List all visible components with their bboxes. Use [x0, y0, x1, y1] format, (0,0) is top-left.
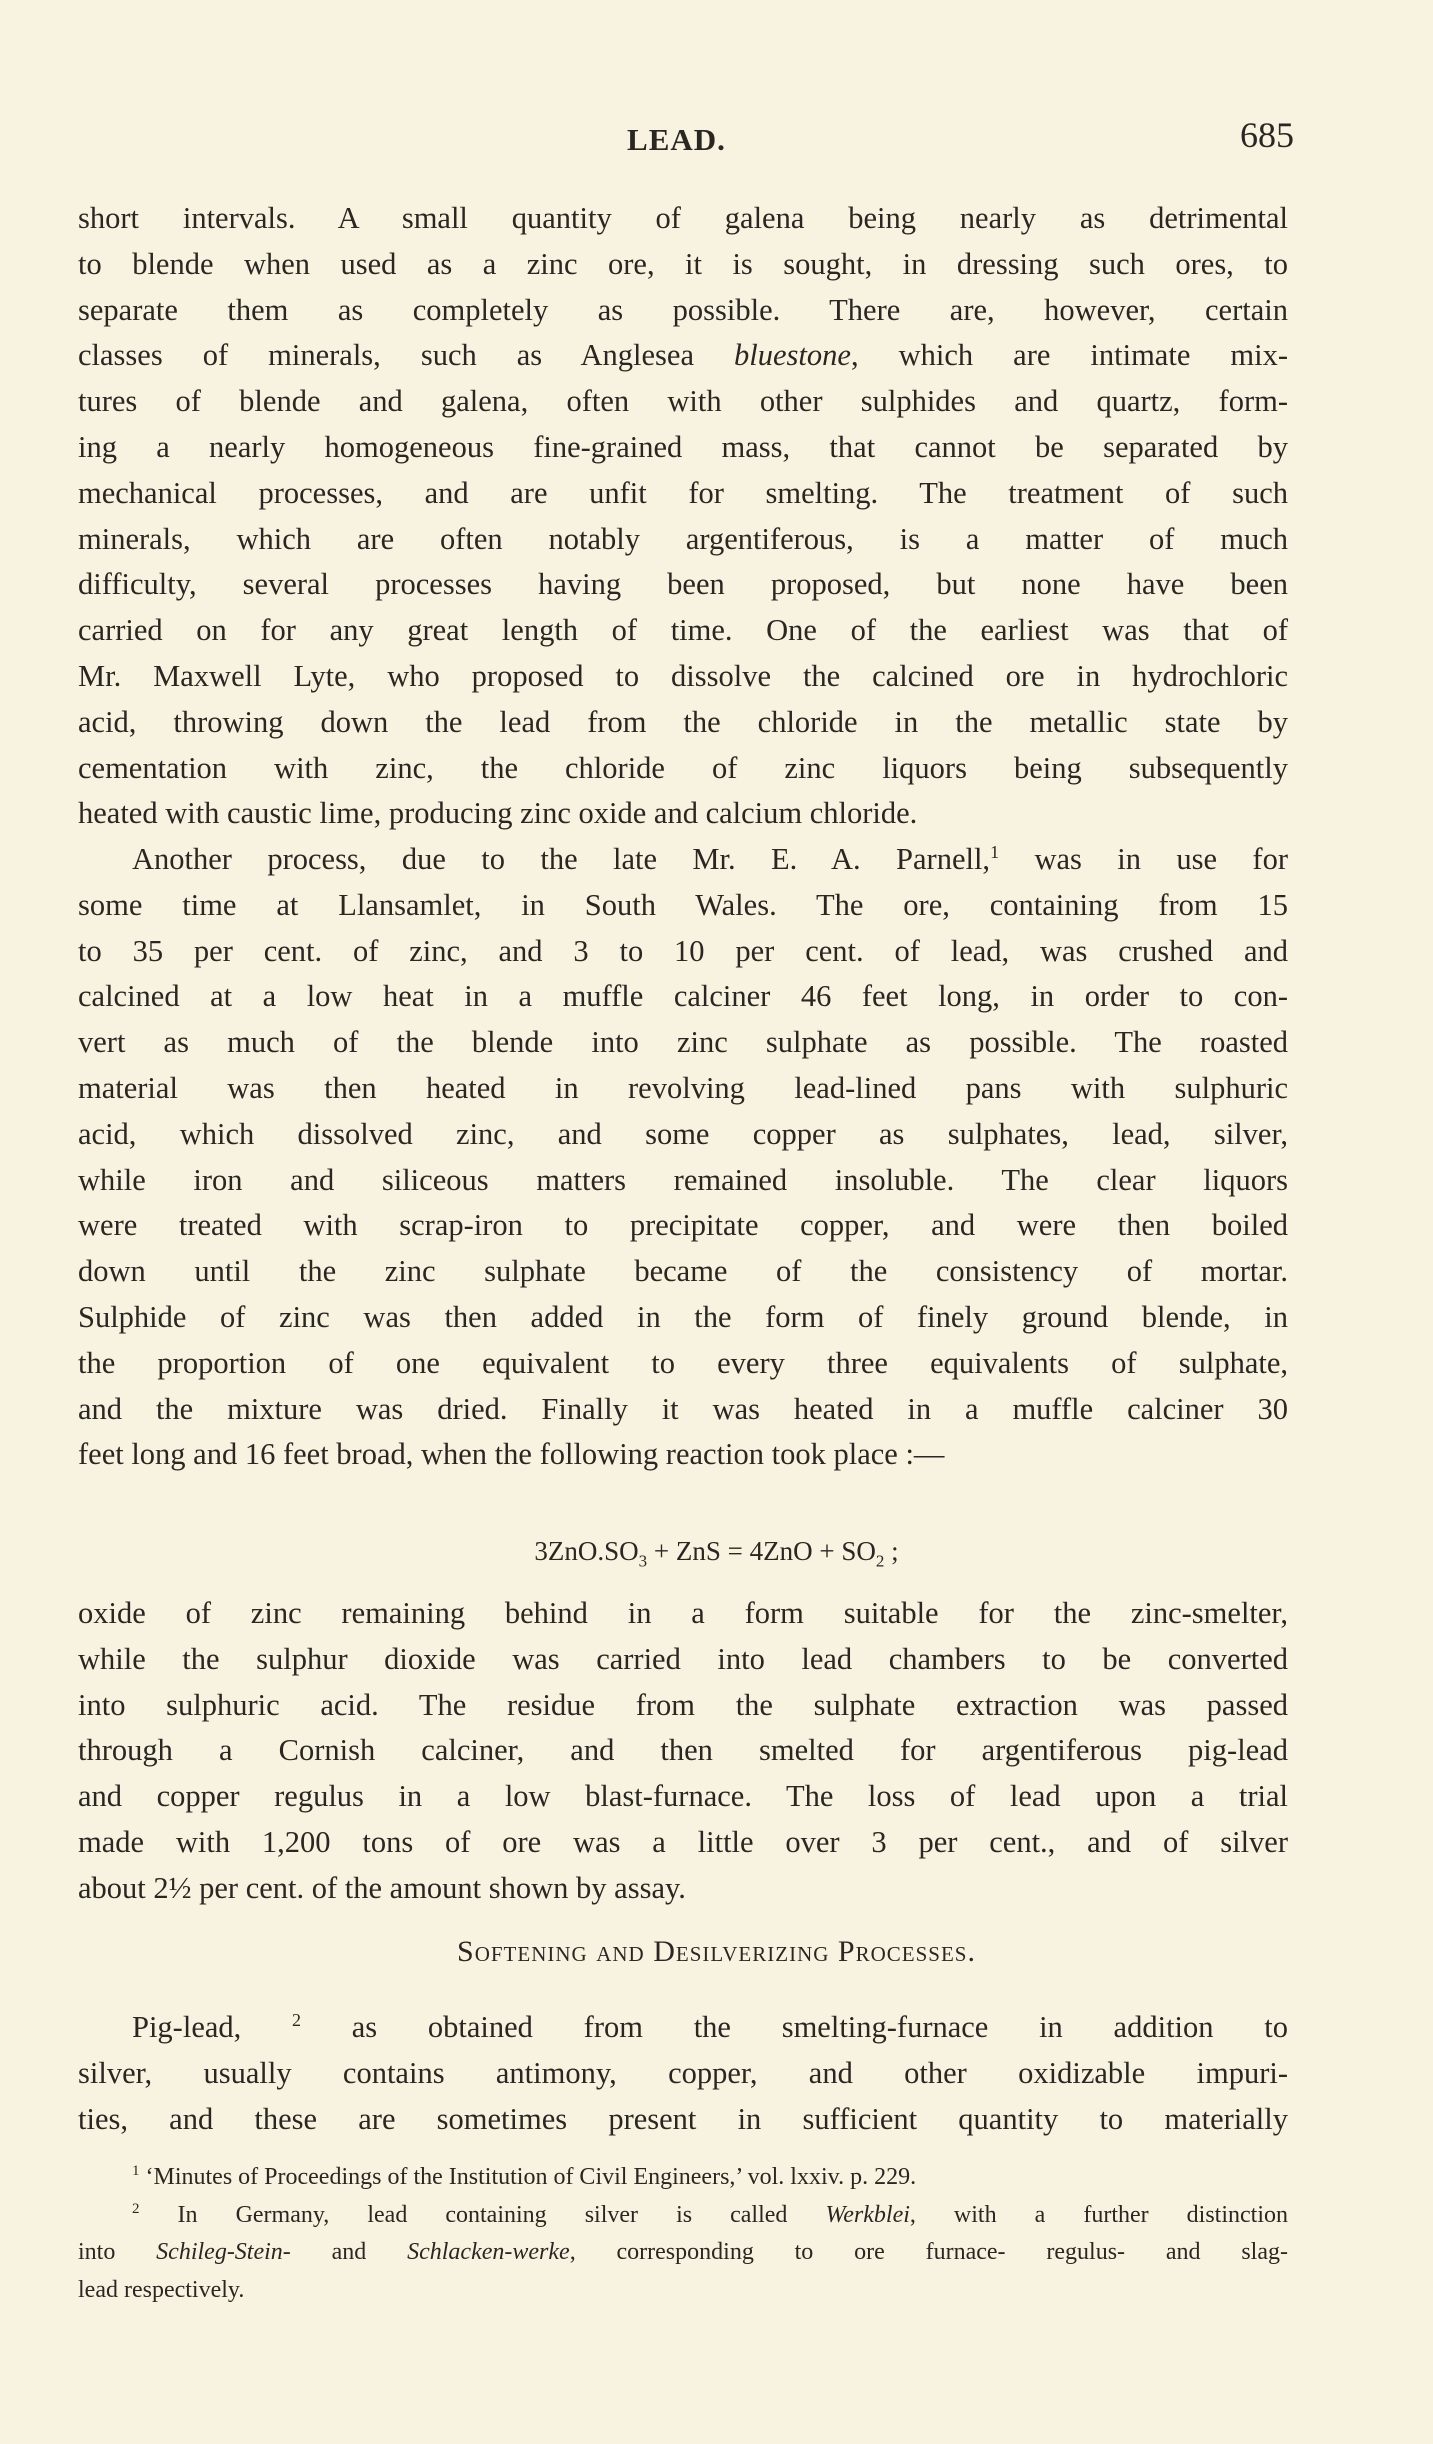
- text-run: cementation with zinc, the chloride of zinc liquors being subsequently: [78, 750, 1288, 785]
- text-run: , which are intimate mix-: [850, 338, 1288, 373]
- text-line: [78, 608, 1288, 654]
- paragraph: [78, 2005, 1288, 2142]
- text-run: separate them as completely as possible. There are, however, certain: [78, 292, 1288, 327]
- chemical-equation: [0, 1536, 1433, 1571]
- running-head: LEAD.: [627, 122, 726, 157]
- paragraph: [78, 837, 1288, 1478]
- footnotes: [78, 2159, 1288, 2309]
- text-run: the proportion of one equivalent to every three equivalents of sulphate,: [78, 1345, 1288, 1380]
- text-line: [78, 1341, 1288, 1387]
- text-line: [78, 837, 1288, 883]
- text-line: [78, 1774, 1288, 1820]
- text-run: and the mixture was dried. Finally it was heated in a muffle calciner 30: [78, 1391, 1288, 1426]
- text-line: [78, 1295, 1288, 1341]
- text-run: calcined at a low heat in a muffle calciner 46 feet long, in order to con-: [78, 979, 1288, 1014]
- text-line: [78, 1728, 1288, 1774]
- text-run: and copper regulus in a low blast-furnace. The loss of lead upon a trial: [78, 1779, 1288, 1814]
- text-run: ties, and these are sometimes present in sufficient quantity to materially: [78, 2101, 1288, 2136]
- text-line: [78, 700, 1288, 746]
- footnote-line: [78, 2159, 1288, 2197]
- text-run: some time at Llansamlet, in South Wales. The ore, containing from 15: [78, 887, 1288, 922]
- text-run: difficulty, several processes having been proposed, but none have been: [78, 567, 1288, 602]
- text-run: oxide of zinc remaining behind in a form suitable for the zinc-smelter,: [78, 1596, 1288, 1630]
- equation-part: 3ZnO.SO: [534, 1536, 639, 1566]
- text-line: [78, 2097, 1288, 2143]
- text-line: [78, 425, 1288, 471]
- text-run: , corresponding to ore furnace- regulus- and slag-: [569, 2239, 1288, 2265]
- text-run: as obtained from the smelting-furnace in addition to: [301, 2010, 1288, 2044]
- text-run: into sulphuric acid. The residue from the sulphate extraction was passed: [78, 1687, 1288, 1722]
- text-run: while the sulphur dioxide was carried into lead chambers to be converted: [78, 1641, 1288, 1676]
- text-line: [78, 1203, 1288, 1249]
- text-line: [78, 471, 1288, 517]
- equation-part: ;: [884, 1536, 899, 1566]
- text-run: feet long and 16 feet broad, when the following reaction took place :—: [78, 1437, 945, 1472]
- footnote-line: [78, 2272, 1288, 2310]
- text-run: and: [290, 2239, 408, 2265]
- text-line: [78, 288, 1288, 334]
- text-line: [78, 1066, 1288, 1112]
- paragraph: [78, 1591, 1288, 1912]
- text-run: down until the zinc sulphate became of the consistency of mortar.: [78, 1254, 1288, 1289]
- text-line: [78, 1112, 1288, 1158]
- text-line: [78, 517, 1288, 563]
- text-line: [78, 1387, 1288, 1433]
- footnote-marker: 2: [292, 2009, 302, 2030]
- text-line: [78, 2005, 1288, 2051]
- footnote-marker: 2: [132, 2200, 140, 2217]
- text-run: Another process, due to the late Mr. E. A. Parnell,: [132, 842, 991, 876]
- text-run: acid, which dissolved zinc, and some copper as sulphates, lead, silver,: [78, 1116, 1288, 1151]
- footnote-marker: 1: [990, 841, 1000, 862]
- equation-subscript: 2: [875, 1551, 885, 1571]
- text-line: [78, 1637, 1288, 1683]
- text-line: [78, 1020, 1288, 1066]
- text-run: material was then heated in revolving lead-lined pans with sulphuric: [78, 1070, 1288, 1105]
- text-run: classes of minerals, such as Anglesea: [78, 338, 735, 373]
- text-line: [78, 242, 1288, 288]
- footnote-line: [78, 2197, 1288, 2235]
- text-run: mechanical processes, and are unfit for smelting. The treatment of such: [78, 475, 1288, 510]
- text-line: [78, 791, 1288, 837]
- text-line: [78, 1866, 1288, 1912]
- text-run: to blende when used as a zinc ore, it is sought, in dressing such ores, to: [78, 246, 1288, 281]
- text-line: [78, 883, 1288, 929]
- text-line: [78, 2051, 1288, 2097]
- text-line: [78, 333, 1288, 379]
- text-run: Pig-lead,: [132, 2010, 293, 2044]
- text-run: heated with caustic lime, producing zinc oxide and calcium chloride.: [78, 796, 918, 831]
- text-line: [78, 1249, 1288, 1295]
- text-run: , with a further distinction: [909, 2201, 1289, 2228]
- footnote-marker: 1: [132, 2163, 140, 2179]
- text-line: [78, 1820, 1288, 1866]
- italic-text: Schileg-Stein-: [156, 2239, 291, 2265]
- footnote-line: [78, 2234, 1288, 2272]
- section-heading: Softening and Desilverizing Processes.: [457, 1935, 976, 1968]
- text-run: acid, throwing down the lead from the chloride in the metallic state by: [78, 704, 1288, 739]
- equation-part: + ZnS = 4ZnO + SO: [647, 1536, 876, 1566]
- equation-subscript: 3: [638, 1551, 648, 1571]
- text-run: Sulphide of zinc was then added in the form of finely ground blende, in: [78, 1299, 1288, 1334]
- text-line: [78, 974, 1288, 1020]
- text-line: [78, 562, 1288, 608]
- text-run: was in use for: [999, 842, 1288, 876]
- italic-text: Schlacken-werke: [407, 2239, 570, 2265]
- text-run: minerals, which are often notably argentiferous, is a matter of much: [78, 521, 1288, 556]
- page-number: 685: [1240, 115, 1294, 155]
- text-run: to 35 per cent. of zinc, and 3 to 10 per cent. of lead, was crushed and: [78, 933, 1288, 968]
- text-run: Mr. Maxwell Lyte, who proposed to dissolve the calcined ore in hydrochloric: [78, 658, 1288, 693]
- text-line: [78, 746, 1288, 792]
- text-run: about 2½ per cent. of the amount shown by assay.: [78, 1870, 686, 1905]
- text-run: silver, usually contains antimony, copper, and other oxidizable impuri-: [78, 2055, 1288, 2090]
- text-line: [78, 654, 1288, 700]
- text-run: short intervals. A small quantity of galena being nearly as detrimental: [78, 201, 1288, 235]
- text-run: ‘Minutes of Proceedings of the Institution of Civil Engineers,’ vol. lxxiv. p. 229.: [139, 2164, 917, 2190]
- text-run: In Germany, lead containing silver is called: [139, 2201, 826, 2228]
- italic-text: bluestone: [734, 338, 851, 373]
- text-run: into: [78, 2239, 157, 2265]
- text-line: [78, 1591, 1288, 1637]
- text-run: lead respectively.: [78, 2276, 245, 2303]
- paragraph: [78, 196, 1288, 837]
- text-run: vert as much of the blende into zinc sulphate as possible. The roasted: [78, 1025, 1288, 1060]
- text-line: [78, 1158, 1288, 1204]
- text-line: [78, 379, 1288, 425]
- text-run: tures of blende and galena, often with other sulphides and quartz, form-: [78, 384, 1288, 419]
- text-line: [78, 929, 1288, 975]
- text-run: while iron and siliceous matters remained insoluble. The clear liquors: [78, 1162, 1288, 1197]
- text-run: made with 1,200 tons of ore was a little over 3 per cent., and of silver: [78, 1824, 1288, 1859]
- text-run: carried on for any great length of time. One of the earliest was that of: [78, 613, 1288, 648]
- text-line: [78, 196, 1288, 242]
- text-line: [78, 1683, 1288, 1729]
- italic-text: Werkblei: [825, 2201, 910, 2228]
- text-run: through a Cornish calciner, and then smelted for argentiferous pig-lead: [78, 1733, 1288, 1768]
- text-run: were treated with scrap-iron to precipitate copper, and were then boiled: [78, 1208, 1288, 1243]
- text-run: ing a nearly homogeneous fine-grained mass, that cannot be separated by: [78, 429, 1288, 464]
- text-line: [78, 1432, 1288, 1478]
